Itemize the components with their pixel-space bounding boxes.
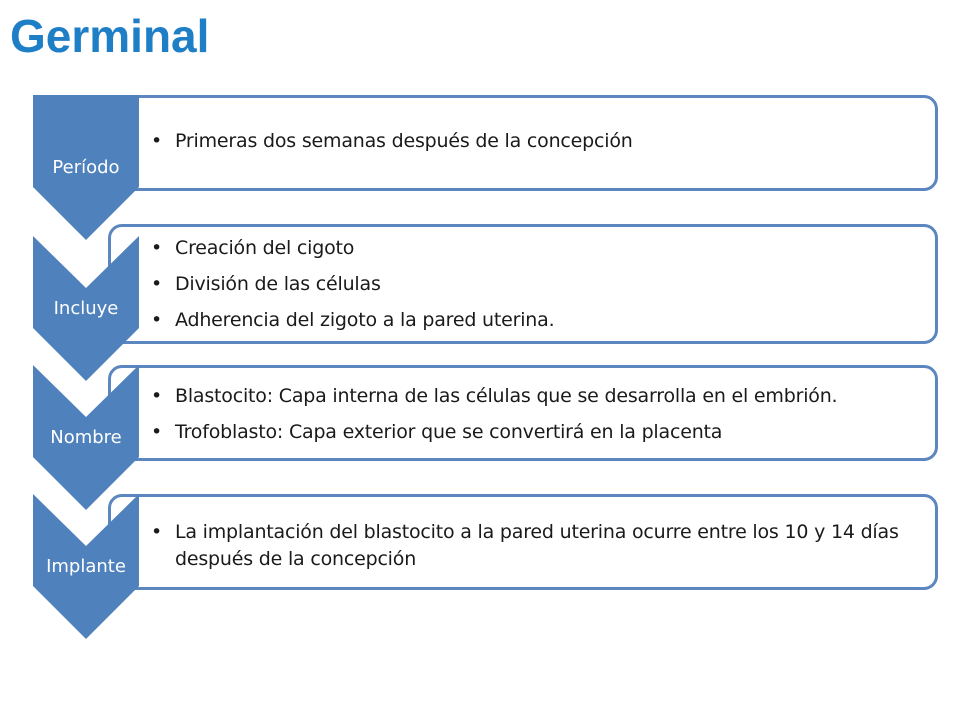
bullet-list xyxy=(151,519,925,573)
content-box-periodo xyxy=(108,95,938,191)
bullet-list xyxy=(151,235,925,334)
list-item: • Adherencia del zigoto a la pared uterina. xyxy=(151,307,925,334)
list-item: • Trofoblasto: Capa exterior que se convertirá en la placenta xyxy=(151,419,925,446)
chevron-label-implante: Implante xyxy=(46,556,126,577)
content-box-implante xyxy=(108,494,938,590)
bullet-list xyxy=(151,128,925,155)
chevron-implante xyxy=(33,494,139,639)
chevron-label-periodo: Período xyxy=(52,157,120,178)
row-nombre xyxy=(0,365,960,510)
chevron-nombre xyxy=(33,365,139,510)
row-incluye xyxy=(0,236,960,381)
slide-title: Germinal xyxy=(10,10,210,62)
chevron-label-incluye: Incluye xyxy=(53,298,119,319)
chevron-incluye xyxy=(33,236,139,381)
list-item: • Blastocito: Capa interna de las células que se desarrolla en el embrión. xyxy=(151,383,925,410)
content-box-nombre xyxy=(108,365,938,461)
list-item: • División de las células xyxy=(151,271,925,298)
list-item: • Creación del cigoto xyxy=(151,235,925,262)
bullet-list xyxy=(151,383,925,446)
chevron-label-nombre: Nombre xyxy=(50,427,122,448)
row-periodo xyxy=(0,95,960,240)
content-box-incluye xyxy=(108,224,938,344)
list-item: • La implantación del blastocito a la pared uterina ocurre entre los 10 y 14 días después de la concepción xyxy=(151,519,925,573)
chevron-periodo xyxy=(33,95,139,240)
row-implante xyxy=(0,494,960,639)
list-item: • Primeras dos semanas después de la concepción xyxy=(151,128,925,155)
